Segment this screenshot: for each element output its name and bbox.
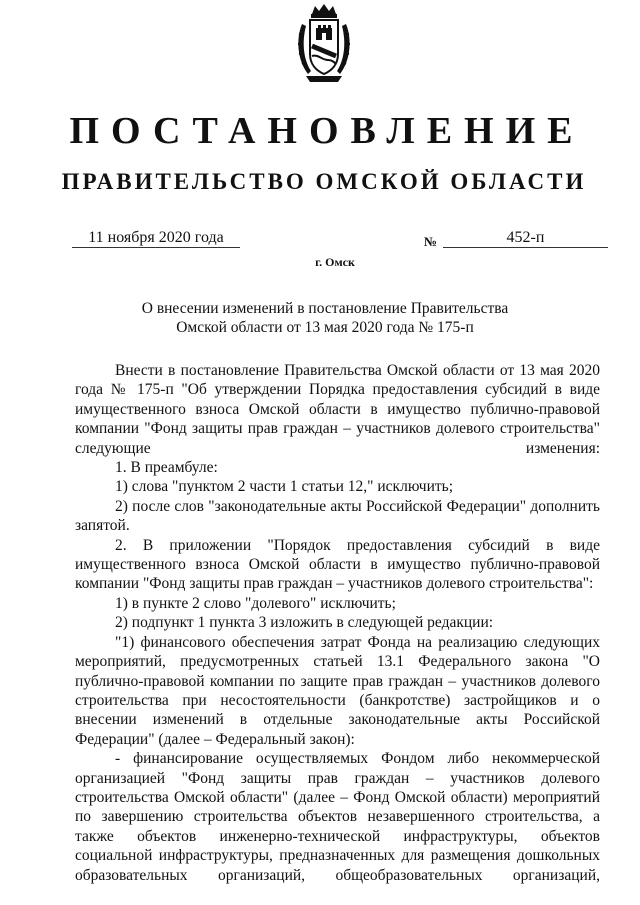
- document-heading: [90, 299, 560, 337]
- document-title: ПОСТАНОВЛЕНИЕ: [69, 110, 585, 152]
- document-number: 452-п: [443, 229, 608, 248]
- number-sign: №: [424, 234, 438, 249]
- body-paragraph: - финансирование осуществляемых Фондом либо некоммерческой организацией "Фонд защиты прав граждан – участников долевого строительства Омской области" (далее – Фонд Омской области) мероприятий по завершению строительства объектов незавершенного строительства, а также объектов инженерно-технической инфраструктуры, объектов социальной инфраструктуры, предназначенных для размещения дошкольных образовательных организаций, общеобразовательных организаций,: [75, 750, 600, 884]
- body-paragraph: Внести в постановление Правительства Омской области от 13 мая 2020 года № 175-п "Об утверждении Порядка предоставления субсидий в виде имущественного взноса Омской области в имущество публично-правовой компании "Фонд защиты прав граждан – участников долевого строительства" следующие изменения:: [75, 362, 600, 457]
- omsk-coat-of-arms-icon: [294, 4, 354, 84]
- heading-line: О внесении изменений в постановление Правительства: [141, 300, 509, 317]
- body-paragraph: 1. В преамбуле:: [115, 459, 218, 477]
- document-date: 11 ноября 2020 года: [72, 229, 240, 248]
- document-body: [75, 361, 600, 885]
- document-issuer: ПРАВИТЕЛЬСТВО ОМСКОЙ ОБЛАСТИ: [61, 169, 587, 194]
- document-city: г. Омск: [315, 255, 355, 269]
- body-paragraph: 2) после слов "законодательные акты Российской Федерации" дополнить запятой.: [75, 497, 600, 535]
- body-paragraph: 2) подпункт 1 пункта 3 изложить в следующей редакции:: [115, 614, 494, 632]
- heading-line: Омской области от 13 мая 2020 года № 175-п: [176, 319, 474, 336]
- body-paragraph: "1) финансового обеспечения затрат Фонда на реализацию следующих мероприятий, предусмотренных статьей 13.1 Федерального закона "О публично-правовой компании по защите прав граждан – участников долевого строительства при несостоятельности (банкротстве) застройщиков и о внесении изменений в отдельные законодательные акты Российской Федерации" (далее – Федеральный закон):: [75, 633, 600, 748]
- body-paragraph: 1) слова "пунктом 2 части 1 статьи 12," исключить;: [115, 478, 454, 496]
- body-paragraph: 2. В приложении "Порядок предоставления субсидий в виде имущественного взноса Омской области в имущество публично-правовой компании "Фонд защиты прав граждан – участников долевого строительства":: [75, 536, 600, 593]
- body-paragraph: 1) в пункте 2 слово "долевого" исключить;: [115, 594, 396, 612]
